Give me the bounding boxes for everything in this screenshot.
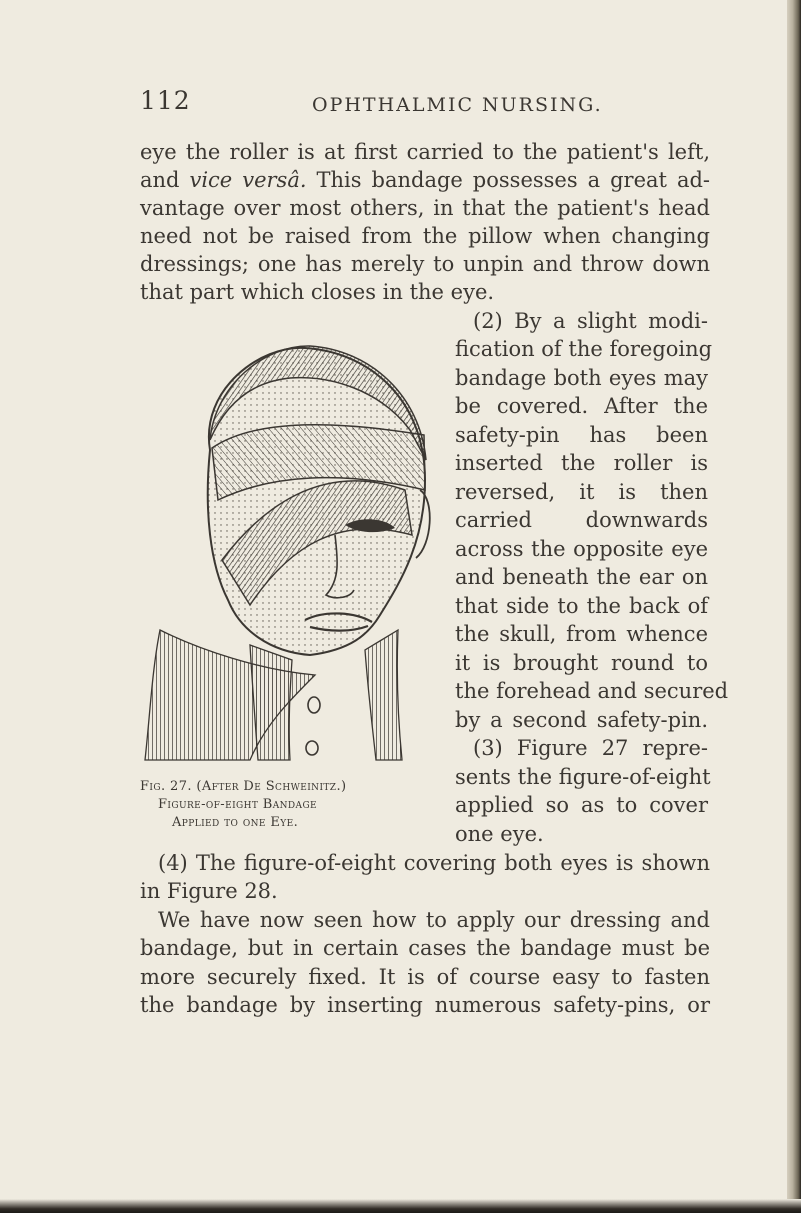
side-line: the skull, from whence (455, 622, 708, 646)
body-line: We have now seen how to apply our dressing and (158, 908, 710, 932)
body-line: eye the roller is at first carried to the patient's left, (140, 140, 710, 164)
figure-caption-line2: Figure-of-eight Bandage (158, 797, 318, 812)
side-line: applied so as to cover (455, 793, 708, 817)
side-line: fication of the foregoing (455, 337, 713, 361)
side-line: and beneath the ear on (455, 565, 708, 589)
side-line: bandage both eyes may (455, 366, 708, 390)
text-run: and (140, 168, 190, 192)
side-line: across the opposite eye (455, 537, 708, 561)
side-line: reversed, it is then (455, 480, 708, 504)
side-line: inserted the roller is (455, 451, 708, 475)
page-header (140, 86, 710, 126)
side-line: the forehead and secured (455, 679, 729, 703)
body-line: more securely fixed. It is of course easy to fasten (140, 965, 710, 989)
page-bottom-edge (0, 1199, 801, 1213)
text-run: This bandage possesses a great ad- (306, 168, 711, 192)
figure-caption-line1: Fig. 27. (After De Schweinitz.) (140, 779, 347, 794)
body-line: the bandage by inserting numerous safety-pins, or (140, 993, 710, 1017)
side-line: by a second safety-pin. (455, 708, 708, 732)
body-line: vantage over most others, in that the patient's head (140, 196, 710, 220)
body-line: bandage, but in certain cases the bandage must be (140, 936, 710, 960)
body-line: dressings; one has merely to unpin and throw down (140, 252, 710, 276)
side-line: safety-pin has been (455, 423, 708, 447)
body-line: in Figure 28. (140, 879, 278, 903)
side-line: that side to the back of (455, 594, 708, 618)
side-line: one eye. (455, 822, 544, 846)
side-line: it is brought round to (455, 651, 708, 675)
figure-27-illustration (140, 330, 435, 770)
page-binding-edge (787, 0, 801, 1213)
side-line: be covered. After the (455, 394, 708, 418)
body-line: that part which closes in the eye. (140, 280, 495, 304)
figure-caption-line3: Applied to one Eye. (172, 815, 299, 830)
bandaged-head-engraving (140, 330, 435, 770)
body-line: need not be raised from the pillow when changing (140, 224, 710, 248)
italic-phrase: vice versâ. (189, 168, 307, 192)
body-line: (4) The figure-of-eight covering both eyes is shown (158, 851, 710, 875)
running-title: OPHTHALMIC NURSING. (312, 94, 603, 116)
side-line: (2) By a slight modi- (473, 309, 708, 333)
side-line: (3) Figure 27 repre- (473, 736, 708, 760)
side-line: carried downwards (455, 508, 708, 532)
page-number: 112 (140, 86, 191, 115)
side-line: sents the figure-of-eight (455, 765, 711, 789)
body-line-italic (140, 166, 710, 194)
